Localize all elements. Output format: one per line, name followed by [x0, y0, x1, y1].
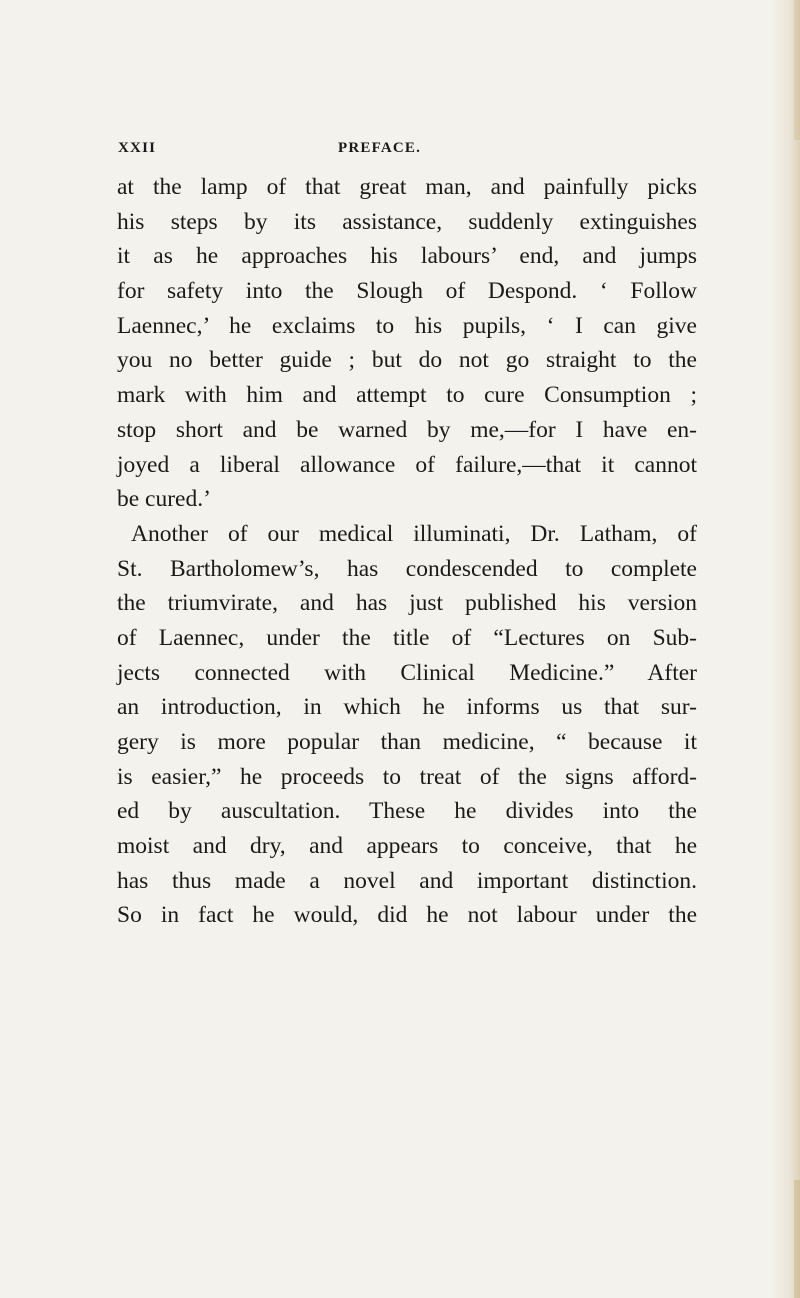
text-line: his steps by its assistance, suddenly extinguishes [117, 208, 697, 235]
text-line: at the lamp of that great man, and painfully picks [117, 174, 697, 200]
text-line: So in fact he would, did he not labour under the [117, 902, 697, 929]
text-line: is easier,” he proceeds to treat of the signs afford- [117, 763, 697, 790]
text-line: joyed a liberal allowance of failure,—that it cannot [117, 451, 697, 478]
text-line: stop short and be warned by me,—for I have en- [117, 416, 697, 443]
text-line: mark with him and attempt to cure Consumption ; [117, 382, 697, 409]
running-head [118, 140, 678, 164]
running-title: PREFACE. [338, 140, 422, 156]
text-line: gery is more popular than medicine, “ because it [117, 729, 697, 755]
page-edge-stain [794, 0, 800, 140]
page-edge-stain [794, 1180, 800, 1298]
text-line: St. Bartholomew’s, has condescended to complete [117, 555, 697, 582]
text-line: for safety into the Slough of Despond. ‘ Follow [117, 278, 697, 305]
text-line: Laennec,’ he exclaims to his pupils, ‘ I can give [117, 312, 697, 339]
body-text [117, 170, 697, 933]
text-line: has thus made a novel and important distinction. [117, 867, 697, 894]
text-line: the triumvirate, and has just published his version [117, 590, 697, 617]
text-line: it as he approaches his labours’ end, and jumps [117, 243, 697, 270]
text-line: an introduction, in which he informs us that sur- [117, 694, 697, 721]
text-line: be cured.’ [117, 486, 211, 513]
text-line: jects connected with Clinical Medicine.” After [117, 659, 697, 686]
text-line: you no better guide ; but do not go straight to the [117, 347, 697, 374]
text-line: moist and dry, and appears to conceive, that he [117, 833, 697, 860]
text-line: of Laennec, under the title of “Lectures on Sub- [117, 624, 697, 651]
page-number: XXII [118, 140, 157, 156]
text-line: ed by auscultation. These he divides into the [117, 798, 697, 825]
text-line: Another of our medical illuminati, Dr. Latham, of [131, 520, 697, 547]
